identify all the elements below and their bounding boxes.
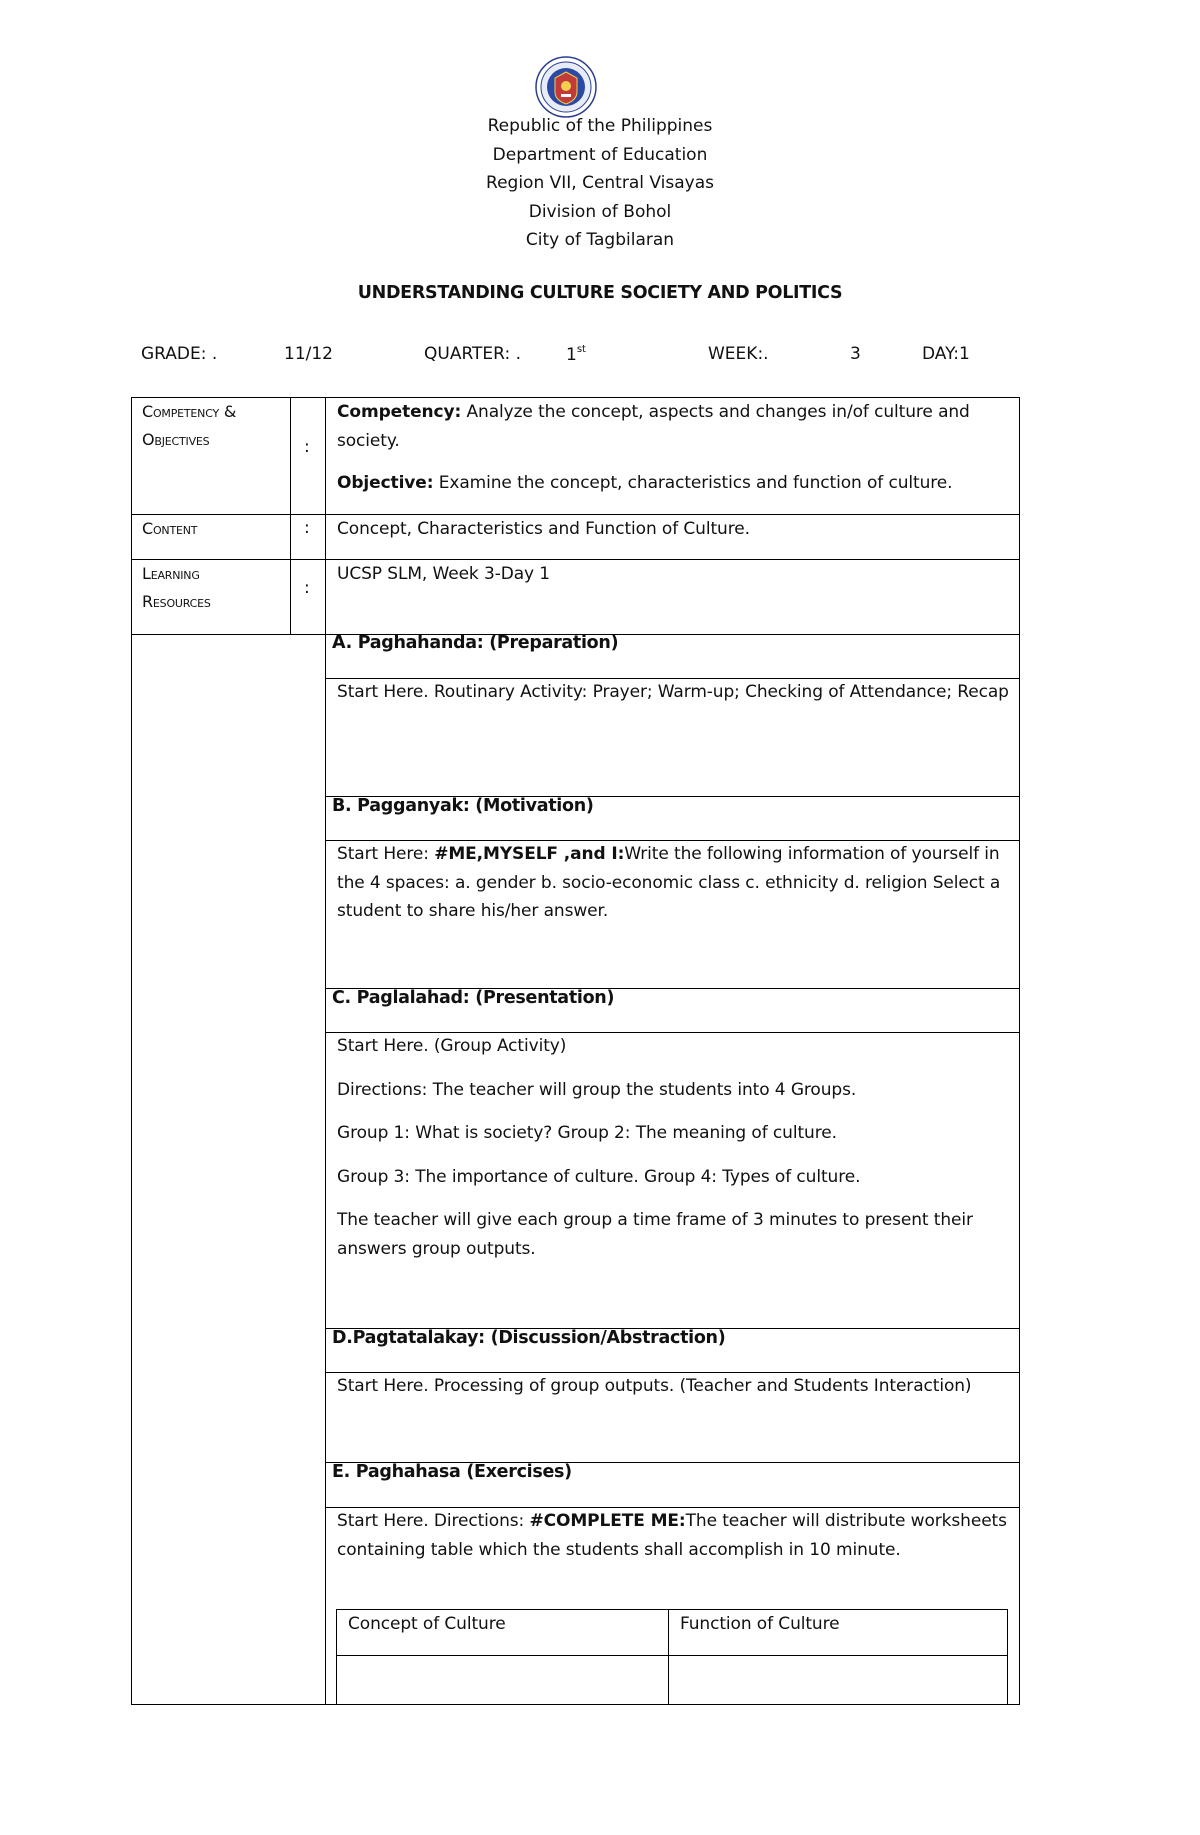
quarter-label: QUARTER: . <box>424 344 521 364</box>
quarter-suffix: st <box>576 344 586 355</box>
section-b-text <box>337 840 1009 926</box>
quarter-value <box>566 344 586 365</box>
objective-statement <box>337 469 1009 498</box>
grade-value: 11/12 <box>284 344 333 364</box>
header-line-department: Department of Education <box>492 144 708 165</box>
competency-heading: Competency: <box>337 402 462 422</box>
grade-label: GRADE: . <box>141 344 218 364</box>
section-b-prefix: Start Here: <box>337 844 435 864</box>
inner-table-header-concept: Concept of Culture <box>348 1614 506 1634</box>
header-line-division: Division of Bohol <box>528 201 672 222</box>
objective-heading: Objective: <box>337 473 434 493</box>
section-c-heading: C. Paglalahad: (Presentation) <box>332 988 615 1008</box>
inner-table-left <box>336 1609 337 1705</box>
section-e-instructions: The teacher will distribute worksheets containing table which the students shall accomplish in 10 minute. <box>337 1511 1007 1560</box>
inner-table-mid <box>336 1655 1008 1656</box>
resources-label <box>142 560 211 616</box>
label-column-divider <box>290 397 291 635</box>
section-c-paragraph-1: Start Here. (Group Activity) <box>337 1036 567 1056</box>
content-label: Content <box>142 519 198 538</box>
section-a-heading: A. Paghahanda: (Preparation) <box>332 633 619 653</box>
content-text: Concept, Characteristics and Function of Culture. <box>337 519 750 539</box>
week-value: 3 <box>850 344 861 364</box>
day-label: DAY:1 <box>922 344 970 364</box>
section-d-heading: D.Pagtatalakay: (Discussion/Abstraction) <box>332 1328 726 1348</box>
table-border-bottom <box>131 1704 1020 1705</box>
resources-label-line-1: Learning <box>142 564 200 583</box>
section-b-instructions: Write the following information of yourself in the 4 spaces: a. gender b. socio-economic class c. ethnicity d. religion Select a student to share his/her answer. <box>337 844 1001 921</box>
section-d-text: Start Here. Processing of group outputs. (Teacher and Students Interaction) <box>337 1376 972 1396</box>
section-c-paragraph-4: Group 3: The importance of culture. Group 4: Types of culture. <box>337 1166 861 1187</box>
header-line-region: Region VII, Central Visayas <box>486 173 714 193</box>
inner-table-right <box>1007 1609 1008 1705</box>
week-label: WEEK:. <box>708 344 769 364</box>
content-colon: : <box>304 518 310 538</box>
competency-label <box>142 398 236 454</box>
section-c-paragraph-5: The teacher will give each group a time frame of 3 minutes to present their answers group outputs. <box>337 1210 973 1259</box>
competency-cell <box>337 398 1009 498</box>
section-e-text <box>337 1507 1009 1564</box>
section-c-paragraph-2: Directions: The teacher will group the students into 4 Groups. <box>337 1079 857 1100</box>
resources-text: UCSP SLM, Week 3-Day 1 <box>337 564 551 584</box>
quarter-number: 1 <box>566 345 577 365</box>
competency-colon: : <box>304 437 310 457</box>
section-c-text <box>337 1032 1009 1263</box>
header-address <box>0 112 1200 255</box>
section-e-activity-name: #COMPLETE ME: <box>529 1511 686 1531</box>
section-b-activity-name: #ME,MYSELF ,and I: <box>434 844 625 864</box>
competency-label-line-2: Objectives <box>142 430 210 449</box>
competency-text: Analyze the concept, aspects and changes in/of culture and society. <box>337 402 970 451</box>
competency-statement <box>337 398 1009 455</box>
deped-seal-icon <box>535 56 597 118</box>
resources-label-line-2: Resources <box>142 592 211 611</box>
inner-table-header-function: Function of Culture <box>680 1614 840 1634</box>
section-a-text: Start Here. Routinary Activity: Prayer; Warm-up; Checking of Attendance; Recap <box>337 682 1009 702</box>
table-border-right <box>1019 397 1020 1705</box>
section-b-heading: B. Pagganyak: (Motivation) <box>332 796 594 816</box>
header-line-city: City of Tagbilaran <box>525 230 675 250</box>
inner-table-center <box>668 1609 669 1705</box>
section-e-prefix: Start Here. Directions: <box>337 1511 530 1531</box>
header-line-republic: Republic of the Philippines <box>487 116 713 136</box>
section-c-paragraph-3: Group 1: What is society? Group 2: The meaning of culture. <box>337 1123 837 1143</box>
section-e-heading: E. Paghahasa (Exercises) <box>332 1462 572 1482</box>
document-title: UNDERSTANDING CULTURE SOCIETY AND POLITICS <box>357 283 843 303</box>
table-border-left <box>131 397 132 1705</box>
competency-label-line-1: Competency & <box>142 402 237 421</box>
objective-text: Examine the concept, characteristics and function of culture. <box>433 473 953 493</box>
colon-column-divider <box>325 397 326 1705</box>
resources-colon: : <box>304 578 310 598</box>
